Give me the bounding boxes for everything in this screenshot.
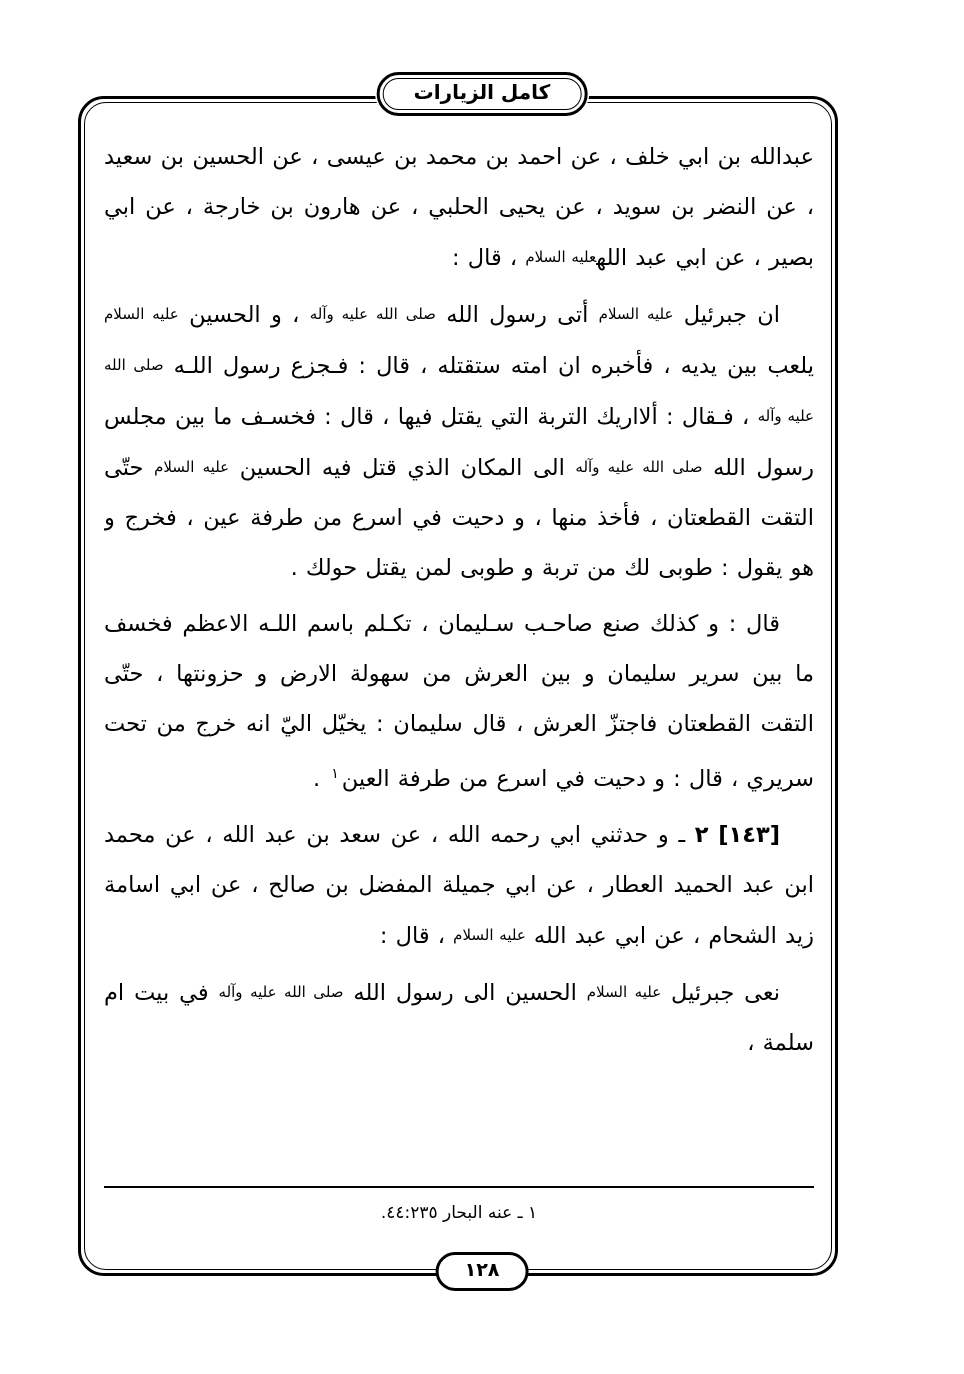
seg-text: ان جبرئيل <box>673 302 781 328</box>
seg-text: الى المكان الذي قتل فيه الحسين <box>229 455 576 481</box>
footnote-item: ١ ـ عنه البحار ٤٤:٢٣٥. <box>380 1203 538 1223</box>
honorific-alayhi-salam-icon: عليه السلام <box>154 458 230 476</box>
page-number-pill <box>436 1252 529 1291</box>
paragraph-narration-naa <box>104 967 814 1068</box>
header-title-pill <box>377 72 588 116</box>
honorific-alayhi-salam-icon: عليه السلام <box>453 926 526 944</box>
footnote-separator-rule <box>104 1186 814 1188</box>
isnad-text-tail: ، قال : <box>452 245 526 271</box>
paragraph-narration-jibril <box>104 289 814 593</box>
seg-text: ـ و حدثني ابي رحمه الله ، عن سعد بن عبد الله ، عن محمد ابن عبد الحميد العطار ، عن ابي جميلة المفضل بن صالح ، عن ابي اسامة زيد الشحام ، عن ابي عبد الله <box>104 822 814 949</box>
footnote-area <box>104 1186 814 1226</box>
book-title: كامل الزيارات <box>413 80 551 104</box>
seg-text: حتّى التقت القطعتان ، فأخذ منها ، و دحيت في اسرع من طرفة عين ، فخرج و هو يقول : طوبى لك من تربة و طوبى لمن يقتل حولك . <box>104 455 814 581</box>
seg-text: الحسين الى رسول الله <box>343 980 587 1006</box>
honorific-sallallahu-icon: صلى الله عليه وآله <box>104 356 814 425</box>
honorific-alayhi-salam-icon: عليه السلام <box>586 983 662 1001</box>
page-number: ١٢٨ <box>464 1259 500 1281</box>
paragraph-isnad-chain <box>104 132 814 283</box>
seg-text: ، قال : <box>379 923 454 949</box>
seg-text: يلعب بين يديه ، فأخبره ان امته ستقتله ، قال : فـجزع رسول اللـه <box>163 353 814 379</box>
honorific-alayhi-salam-icon: عليه السلام <box>525 248 597 266</box>
seg-text: أتى رسول الله <box>435 302 599 328</box>
footnote-list <box>104 1200 814 1226</box>
page-text-body <box>104 132 814 1162</box>
seg-text: ، فـقال : ألااريك التربة التي يقتل فيها ، قال : فخسـف ما بين مجلس رسول الله <box>104 404 814 481</box>
paragraph-narration-sulayman <box>104 599 814 804</box>
seg-text: في بيت ام سلمة ، <box>104 980 814 1056</box>
sulayman-text-tail: . <box>312 766 329 792</box>
honorific-sallallahu-icon: صلى الله عليه وآله <box>218 983 344 1001</box>
isnad-text: عبدالله بن ابي خلف ، عن احمد بن محمد بن عيسى ، عن الحسين بن سعيد ، عن النضر بن سويد ، عن يحيى الحلبي ، عن هارون بن خارجة ، عن ابي بصير ، عن ابي عبد الله <box>104 144 814 271</box>
paragraph-hadith-143 <box>104 810 814 961</box>
hadith-item-number: ٢ <box>694 822 709 848</box>
honorific-sallallahu-icon: صلى الله عليه وآله <box>309 305 436 323</box>
sulayman-text: قال : و كذلك صنع صاحـب سـليمان ، تكـلم باسم اللـه الاعظم فخسف ما بين سرير سليمان و بين العرش من سهولة الارض و حزونتها ، حتّى التقت القطعتان فاجتزّ العرش ، قال سليمان : يخيّل اليّ انه خرج من تحت سريري ، قال : و دحيت في اسرع من طرفة العين <box>104 611 814 792</box>
honorific-alayhi-salam-icon: عليه السلام <box>104 305 179 323</box>
honorific-alayhi-salam-icon: عليه السلام <box>598 305 674 323</box>
seg-text: نعى جبرئيل <box>661 980 781 1006</box>
hadith-bracket-number: [١٤٣] <box>718 822 780 848</box>
seg-text: ، و الحسين <box>178 302 310 328</box>
honorific-sallallahu-icon: صلى الله عليه وآله <box>575 458 703 476</box>
footnote-reference-marker: ١ <box>331 766 339 782</box>
